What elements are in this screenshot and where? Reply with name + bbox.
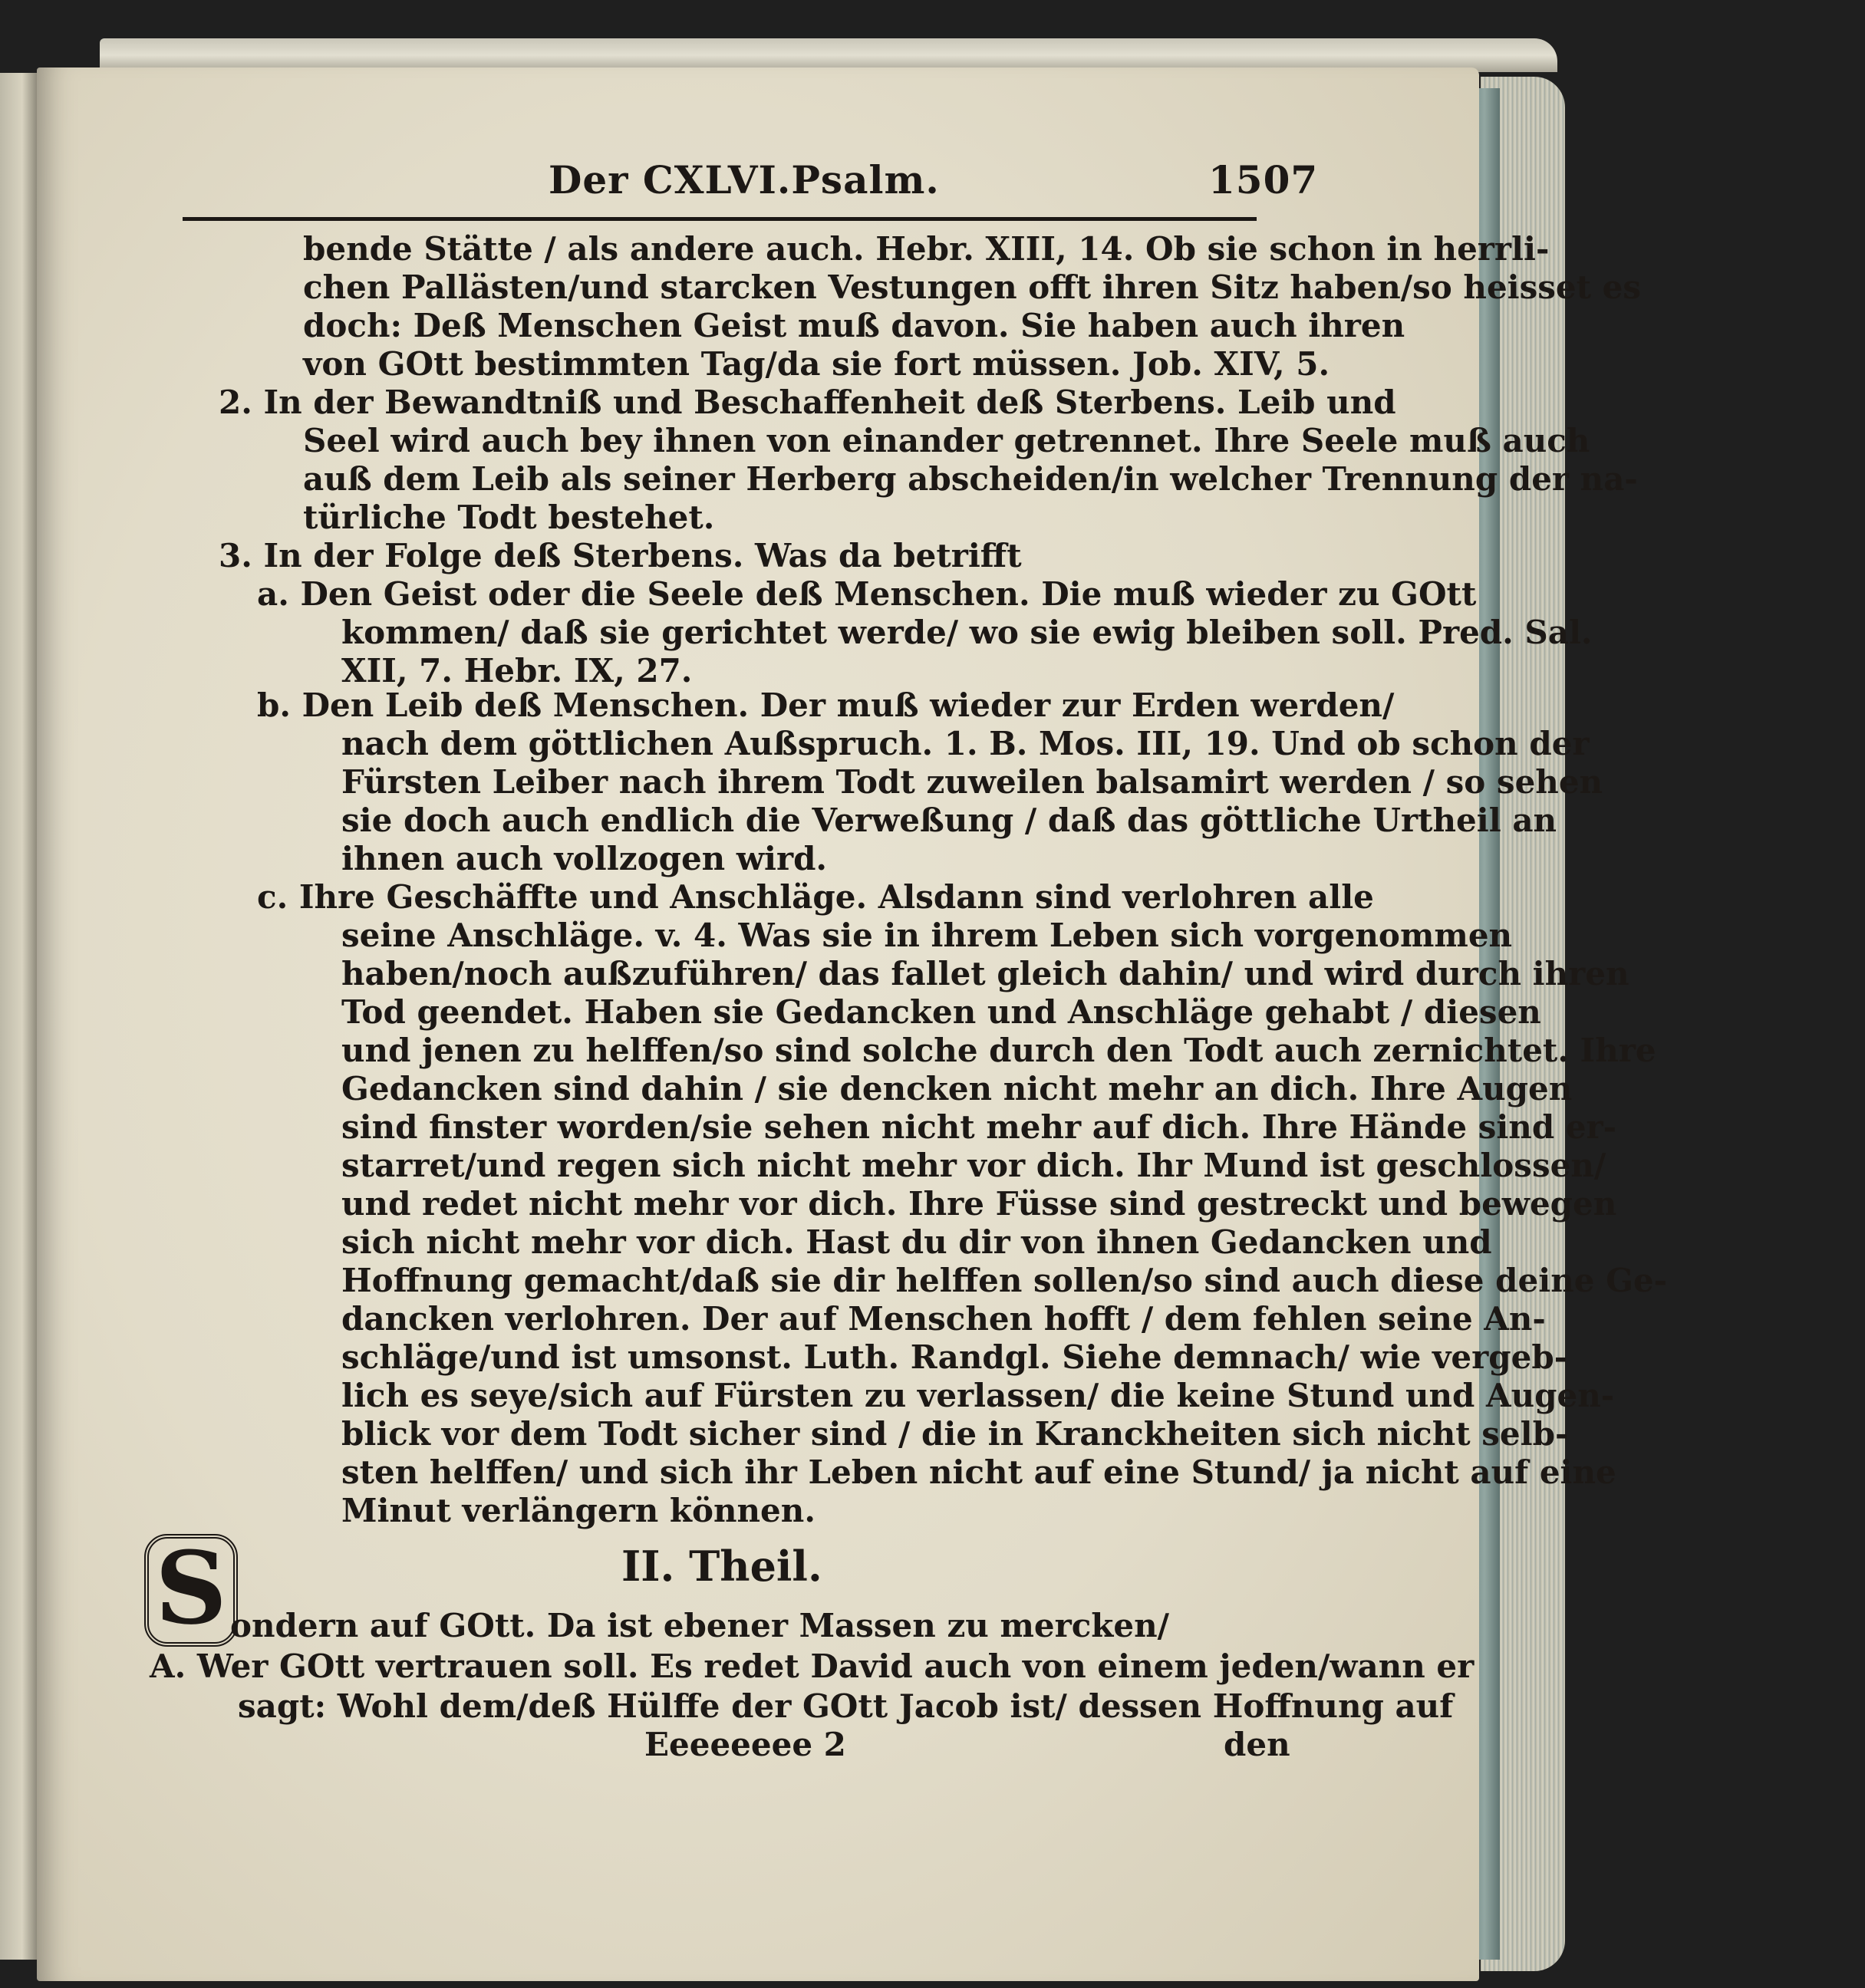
text-line: blick vor dem Todt sicher sind / die in Kranckheiten sich nicht selb- (341, 1415, 1569, 1453)
text-line: starret/und regen sich nicht mehr vor dich. Ihr Mund ist geschlossen/ (341, 1147, 1606, 1184)
text-line: b. Den Leib deß Menschen. Der muß wieder zur Erden werden/ (257, 686, 1395, 724)
text-line: Hoffnung gemacht/daß sie dir helffen sollen/so sind auch diese deine Ge- (341, 1262, 1668, 1299)
text-line: XII, 7. Hebr. IX, 27. (341, 652, 693, 690)
text-line: bende Stätte / als andere auch. Hebr. XIII, 14. Ob sie schon in herrli- (303, 230, 1550, 268)
text-line: doch: Deß Menschen Geist muß davon. Sie haben auch ihren (303, 307, 1405, 344)
text-line: auß dem Leib als seiner Herberg abscheiden/in welcher Trennung der na- (303, 460, 1638, 498)
text-line: ondern auf GOtt. Da ist ebener Massen zu mercken/ (230, 1607, 1170, 1644)
text-line: Fürsten Leiber nach ihrem Todt zuweilen balsamirt werden / so sehen (341, 763, 1603, 801)
text-line: und jenen zu helffen/so sind solche durch den Todt auch zernichtet. Ihre (341, 1032, 1656, 1069)
text-line: sich nicht mehr vor dich. Hast du dir von ihnen Gedancken und (341, 1223, 1492, 1261)
text-line: sten helffen/ und sich ihr Leben nicht auf eine Stund/ ja nicht auf eine (341, 1453, 1616, 1491)
text-line: Gedancken sind dahin / sie dencken nicht mehr an dich. Ihre Augen (341, 1070, 1573, 1108)
text-line: A. Wer GOtt vertrauen soll. Es redet David auch von einem jeden/wann er (150, 1647, 1475, 1685)
section-heading: II. Theil. (621, 1542, 822, 1591)
text-line: seine Anschläge. v. 4. Was sie in ihrem Leben sich vorgenommen (341, 917, 1513, 954)
decorated-initial: S (144, 1534, 238, 1647)
text-line: chen Pallästen/und starcken Vestungen offt ihren Sitz haben/so heisset es (303, 268, 1642, 306)
text-line: Minut verlängern können. (341, 1492, 816, 1529)
text-line: sie doch auch endlich die Verweßung / daß das göttliche Urtheil an (341, 801, 1557, 839)
text-line: und redet nicht mehr vor dich. Ihre Füsse sind gestreckt und bewegen (341, 1185, 1617, 1223)
text-line: haben/noch außzuführen/ das fallet gleich dahin/ und wird durch ihren (341, 955, 1629, 992)
text-line: c. Ihre Geschäffte und Anschläge. Alsdann sind verlohren alle (257, 878, 1374, 916)
text-line: von GOtt bestimmten Tag/da sie fort müssen. Job. XIV, 5. (303, 345, 1330, 383)
page-number: 1507 (1208, 157, 1319, 202)
facing-page-edge (0, 73, 37, 1960)
text-line: lich es seye/sich auf Fürsten zu verlassen/ die keine Stund und Augen- (341, 1377, 1615, 1414)
text-line: nach dem göttlichen Außspruch. 1. B. Mos. III, 19. Und ob schon der (341, 725, 1590, 762)
signature-mark: Eeeeeeee 2 (644, 1726, 846, 1763)
text-line: 3. In der Folge deß Sterbens. Was da betrifft (219, 537, 1022, 574)
text-line: ihnen auch vollzogen wird. (341, 840, 828, 877)
text-line: dancken verlohren. Der auf Menschen hofft / dem fehlen seine An- (341, 1300, 1546, 1338)
text-line: sagt: Wohl dem/deß Hülffe der GOtt Jacob ist/ dessen Hoffnung auf (238, 1687, 1454, 1725)
text-line: kommen/ daß sie gerichtet werde/ wo sie ewig bleiben soll. Pred. Sal. (341, 614, 1593, 651)
text-line: Tod geendet. Haben sie Gedancken und Anschläge gehabt / diesen (341, 993, 1541, 1031)
running-title: Der CXLVI.Psalm. (549, 157, 940, 202)
text-line: Seel wird auch bey ihnen von einander getrennet. Ihre Seele muß auch (303, 422, 1590, 459)
header-rule (183, 217, 1257, 221)
text-line: a. Den Geist oder die Seele deß Menschen. Die muß wieder zu GOtt (257, 575, 1477, 613)
text-line: 2. In der Bewandtniß und Beschaffenheit deß Sterbens. Leib und (219, 383, 1396, 421)
text-line: sind finster worden/sie sehen nicht mehr auf dich. Ihre Hände sind er- (341, 1108, 1617, 1146)
catchword: den (1224, 1726, 1290, 1763)
text-line: türliche Todt bestehet. (303, 499, 715, 536)
text-line: schläge/und ist umsonst. Luth. Randgl. Siehe demnach/ wie vergeb- (341, 1338, 1568, 1376)
